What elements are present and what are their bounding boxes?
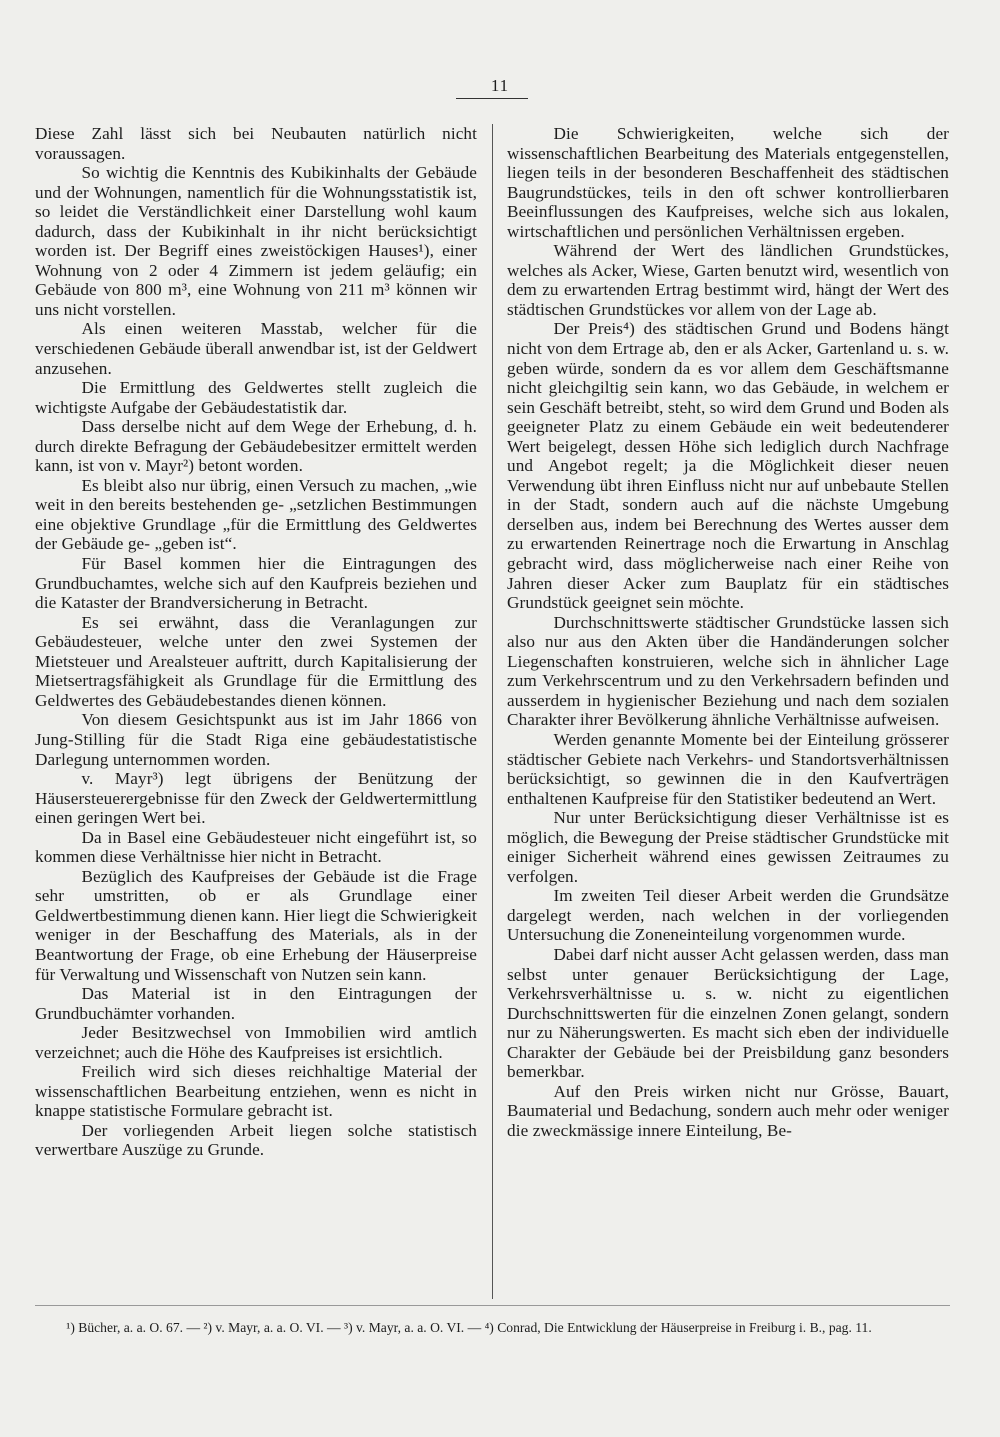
paragraph: Auf den Preis wirken nicht nur Grösse, Bauart, Baumaterial und Bedachung, sondern auch mehr oder weniger die zweckmässige innere Einteilung, Be- [507, 1081, 949, 1140]
paragraph: Jeder Besitzwechsel von Immobilien wird amtlich verzeichnet; auch die Höhe des Kaufpreises ist ersichtlich. [35, 1023, 477, 1062]
column-divider [492, 124, 493, 1299]
paragraph: Die Schwierigkeiten, welche sich der wissenschaftlichen Bearbeitung des Materials entgegenstellen, liegen teils in der besonderen Beschaffenheit des städtischen Baugrundstückes, teils in den oft schwer kontrollierbaren Beeinflussungen des Kaufpreises, welche sich aus lokalen, wirtschaftlichen und persönlichen Verhältnissen ergeben. [507, 124, 949, 241]
footnote-rule [35, 1305, 950, 1306]
paragraph: Bezüglich des Kaufpreises der Gebäude ist die Frage sehr umstritten, ob er als Grundlage einer Geldwertbestimmung dienen kann. Hier liegt die Schwierigkeit weniger in der Beschaffung des Materials, als in der Beantwortung der Frage, ob eine Erhebung der Häuserpreise für Verwaltung und Wissenschaft von Nutzen sein kann. [35, 866, 477, 984]
paragraph: v. Mayr³) legt übrigens der Benützung der Häusersteuerergebnisse für den Zweck der Geldwertermittlung einen geringen Wert bei. [35, 769, 477, 828]
paragraph: So wichtig die Kenntnis des Kubikinhalts der Gebäude und der Wohnungen, namentlich für die Wohnungsstatistik ist, so leidet die Verständlichkeit einer Darstellung wohl kaum dadurch, dass der Kubikinhalt in ihr nicht berücksichtigt worden ist. Der Begriff eines zweistöckigen Hauses¹), einer Wohnung von 2 oder 4 Zimmern ist jedem geläufig; ein Gebäude von 800 m³, eine Wohnung von 211 m³ können wir uns nicht vorstellen. [35, 163, 477, 319]
paragraph: Der Preis⁴) des städtischen Grund und Bodens hängt nicht von dem Ertrage ab, den er als Acker, Gartenland u. s. w. geben würde, sondern da es vor allem dem Geschäftsmanne nicht gleichgiltig sein kann, wo das Gebäude, in welchem er sein Geschäft betreibt, steht, so wird dem Grund und Boden als geeigneter Platz zu einem Gebäude ein weit bedeutenderer Wert beigelegt, dessen Höhe sich lediglich durch Nachfrage und Angebot regelt; ja die Möglichkeit dieser neuen Verwendung übt ihren Einfluss nicht nur auf unbebaute Stellen in der Stadt, sondern auch auf die nächste Umgebung derselben aus, indem bei Berechnung des Wertes ausser dem zu erwartenden Reinertrage noch die Erwartung in Anschlag gebracht wird, dass möglicherweise nach einer Reihe von Jahren dieser Acker zum Bauplatz für ein städtisches Grundstück geeignet sein möchte. [507, 319, 949, 613]
paragraph: Während der Wert des ländlichen Grundstückes, welches als Acker, Wiese, Garten benutzt wird, wesentlich von dem zu erwartenden Ertrag bestimmt wird, hängt der Wert des städtischen Grundstückes vor allem von der Lage ab. [507, 241, 949, 319]
paragraph: Es sei erwähnt, dass die Veranlagungen zur Gebäudesteuer, welche unter den zwei Systemen der Mietsteuer und Arealsteuer auftritt, durch Kapitalisierung der Mietsertragsfähigkeit als Grundlage für die Ermittlung des Geldwertes des Gebäudebestandes dienen können. [35, 612, 477, 710]
paragraph: Diese Zahl lässt sich bei Neubauten natürlich nicht voraussagen. [35, 124, 477, 163]
paragraph: Es bleibt also nur übrig, einen Versuch zu machen, „wie weit in den bereits bestehenden ge- „setzlichen Bestimmungen eine objektive Grundlage „für die Ermittlung des Geldwertes der Gebäude ge- „geben ist“. [35, 475, 477, 554]
page-number: 11 [490, 76, 510, 95]
paragraph: Als einen weiteren Masstab, welcher für die verschiedenen Gebäude überall anwendbar ist, ist der Geldwert anzusehen. [35, 319, 477, 378]
paragraph: Für Basel kommen hier die Eintragungen des Grundbuchamtes, welche sich auf den Kaufpreis beziehen und die Kataster der Brandversicherung in Betracht. [35, 554, 477, 613]
header-rule [456, 98, 528, 99]
paragraph: Nur unter Berücksichtigung dieser Verhältnisse ist es möglich, die Bewegung der Preise städtischer Grundstücke mit einiger Sicherheit während eines gewissen Zeitraumes zu verfolgen. [507, 808, 949, 886]
paragraph: Dass derselbe nicht auf dem Wege der Erhebung, d. h. durch direkte Befragung der Gebäudebesitzer ermittelt werden kann, ist von v. Mayr²) betont worden. [35, 417, 477, 476]
paragraph: Der vorliegenden Arbeit liegen solche statistisch verwertbare Auszüge zu Grunde. [35, 1120, 477, 1160]
footnotes [35, 1318, 950, 1337]
paragraph: Von diesem Gesichtspunkt aus ist im Jahr 1866 von Jung-Stilling für die Stadt Riga eine gebäudestatistische Darlegung unternommen worden. [35, 710, 477, 769]
paragraph: Werden genannte Momente bei der Einteilung grösserer städtischer Gebiete nach Verkehrs- und Standortsverhältnissen berücksichtigt, so gewinnen die in den Kaufverträgen enthaltenen Kaufpreise für den Statistiker bedeutend an Wert. [507, 729, 949, 808]
paragraph: Die Ermittlung des Geldwertes stellt zugleich die wichtigste Aufgabe der Gebäudestatistik dar. [35, 378, 477, 417]
footnote-text: ¹) Bücher, a. a. O. 67. — ²) v. Mayr, a. a. O. VI. — ³) v. Mayr, a. a. O. VI. — ⁴) Conrad, Die Entwicklung der Häuserpreise in Freiburg i. B., pag. 11. [66, 1320, 872, 1335]
paragraph: Das Material ist in den Eintragungen der Grundbuchämter vorhanden. [35, 984, 477, 1023]
left-column [35, 124, 477, 1160]
paragraph: Da in Basel eine Gebäudesteuer nicht eingeführt ist, so kommen diese Verhältnisse hier nicht in Betracht. [35, 827, 477, 867]
paragraph: Dabei darf nicht ausser Acht gelassen werden, dass man selbst unter genauer Berücksichtigung der Lage, Verkehrsverhältnisse u. s. w. nicht zu eigentlichen Durchschnittswerten für die einzelnen Zonen gelangt, sondern nur zu Näherungswerten. Es macht sich eben der individuelle Charakter der Gebäude bei der Preisbildung ganz besonders bemerkbar. [507, 944, 949, 1082]
right-column [507, 124, 949, 1140]
paragraph: Im zweiten Teil dieser Arbeit werden die Grundsätze dargelegt werden, nach welchen in der vorliegenden Untersuchung die Zoneneinteilung vorgenommen wurde. [507, 886, 949, 945]
paragraph: Freilich wird sich dieses reichhaltige Material der wissenschaftlichen Bearbeitung entziehen, wenn es nicht in knappe statistische Formulare gebracht ist. [35, 1062, 477, 1121]
paragraph: Durchschnittswerte städtischer Grundstücke lassen sich also nur aus den Akten über die Handänderungen solcher Liegenschaften konstruieren, welche sich in ähnlicher Lage zum Verkehrscentrum und zu den Verkehrsadern befinden und ausserdem in hygienischer Beziehung und nach dem sozialen Charakter ihrer Bevölkerung ähnliche Verhältnisse aufweisen. [507, 612, 949, 730]
